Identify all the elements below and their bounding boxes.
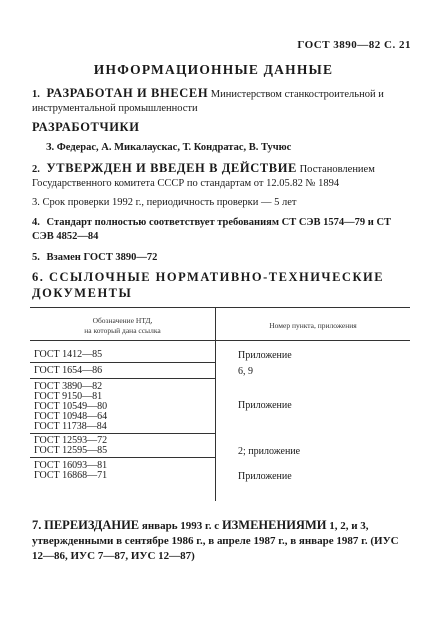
developers-heading: РАЗРАБОТЧИКИ	[32, 120, 140, 134]
section-2-number: 2.	[32, 164, 40, 175]
section-3-number: 3.	[32, 197, 40, 208]
page-header-ref: ГОСТ 3890—82 С. 21	[297, 39, 411, 51]
section-5-text: Взамен ГОСТ 3890—72	[46, 252, 158, 263]
section-3-text: Срок проверки 1992 г., периодичность проверки — 5 лет	[42, 197, 297, 208]
section-6-number: 6.	[32, 270, 45, 284]
table-header-border	[30, 340, 410, 341]
table-row: ГОСТ 12593—72	[34, 435, 108, 446]
table-row-separator	[30, 378, 215, 379]
table-row: ГОСТ 3890—82	[34, 381, 103, 392]
developers-names: З. Федерас, А. Микалаускас, Т. Кондратас, В. Тучюс	[46, 142, 292, 153]
section-1-number: 1.	[32, 89, 40, 100]
section-2-text: Постановлением Государственного комитета СССР по стандартам от 12.05.82 № 1894	[32, 164, 375, 189]
table-col1-header-line1: Обозначение НТД,	[92, 316, 153, 325]
section-4	[32, 216, 404, 244]
section-7-text2: 1, 2, и 3, утвержденными в сентябре 1986 г., в апреле 1987 г., в январе 1987 г. (ИУС 12—86, ИУС 7—87, ИУС 12—87)	[32, 520, 399, 562]
table-col1-header	[30, 316, 215, 336]
table-row: ГОСТ 1412—85	[34, 349, 103, 360]
section-4-number: 4.	[32, 217, 40, 228]
table-ref: 6, 9	[238, 366, 253, 377]
table-column-divider	[215, 307, 216, 501]
table-row-separator	[30, 433, 215, 434]
table-ref: Приложение	[238, 350, 292, 361]
section-2-heading: УТВЕРЖДЕН И ВВЕДЕН В ДЕЙСТВИЕ	[46, 161, 297, 175]
table-row: ГОСТ 16093—81	[34, 460, 108, 471]
table-row: ГОСТ 10549—80	[34, 401, 108, 412]
section-5	[32, 251, 404, 265]
section-1	[32, 86, 404, 116]
table-row-separator	[30, 457, 215, 458]
section-5-number: 5.	[32, 252, 40, 263]
table-top-border	[30, 307, 410, 308]
section-3	[32, 196, 404, 210]
table-ref: Приложение	[238, 471, 292, 482]
table-ref: 2; приложение	[238, 446, 301, 457]
section-2	[32, 161, 404, 191]
table-row: ГОСТ 10948—64	[34, 411, 108, 422]
table-col2-header: Номер пункта, приложения	[269, 321, 357, 330]
table-row: ГОСТ 11738—84	[34, 421, 107, 432]
section-1-text: Министерством станкостроительной и инструментальной промышленности	[32, 89, 384, 114]
section-1-heading: РАЗРАБОТАН И ВНЕСЕН	[46, 86, 209, 100]
section-7-text1: январь 1993 г. с	[141, 520, 220, 532]
table-col1-header-line2: на который дана ссылка	[84, 326, 161, 335]
section-6-heading	[32, 269, 407, 301]
section-7-heading2: ИЗМЕНЕНИЯМИ	[221, 518, 327, 532]
table-ref: Приложение	[238, 400, 292, 411]
section-7-heading1: ПЕРЕИЗДАНИЕ	[44, 518, 140, 532]
table-row: ГОСТ 1654—86	[34, 365, 103, 376]
section-6-title: ССЫЛОЧНЫЕ НОРМАТИВНО-ТЕХНИЧЕСКИЕ ДОКУМЕНТЫ	[32, 270, 385, 300]
table-row: ГОСТ 12595—85	[34, 445, 108, 456]
section-7-number: 7.	[32, 518, 42, 532]
section-4-text: Стандарт полностью соответствует требованиям СТ СЭВ 1574—79 и СТ СЭВ 4852—84	[32, 217, 392, 242]
table-row: ГОСТ 9150—81	[34, 391, 103, 402]
table-row: ГОСТ 16868—71	[34, 470, 108, 481]
page-title: ИНФОРМАЦИОННЫЕ ДАННЫЕ	[93, 62, 334, 77]
section-7	[32, 518, 412, 564]
table-row-separator	[30, 362, 215, 363]
